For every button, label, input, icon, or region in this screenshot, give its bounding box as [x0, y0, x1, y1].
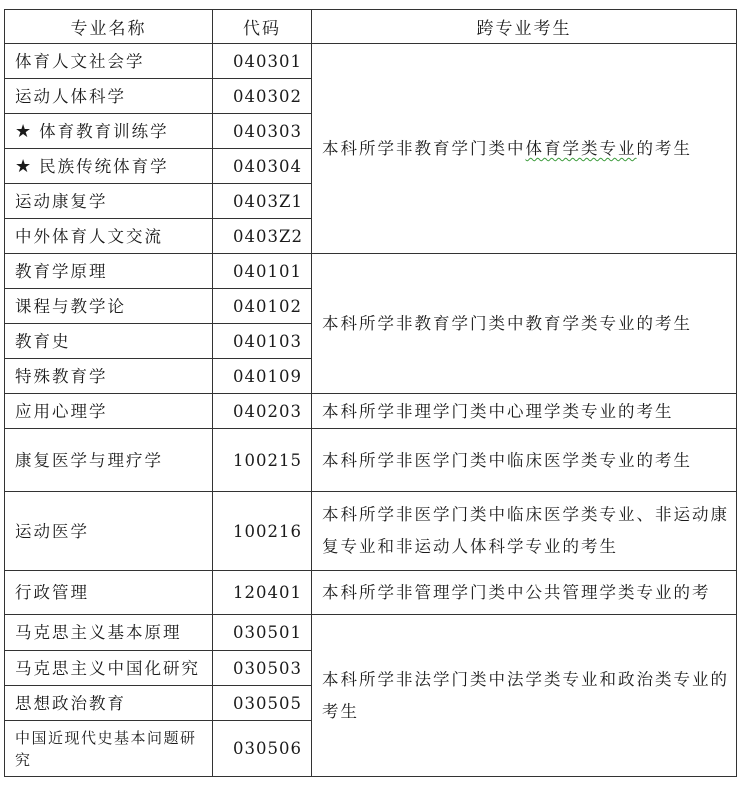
star-icon: ★ — [15, 120, 32, 142]
major-name-text: 体育教育训练学 — [39, 121, 169, 141]
table-row — [5, 429, 737, 492]
table-row — [5, 254, 737, 289]
major-code: 040103 — [213, 324, 312, 359]
requirement-education: 本科所学非教育学门类中教育学类专业的考生 — [312, 254, 737, 394]
major-name: 康复医学与理疗学 — [5, 429, 213, 492]
header-code: 代码 — [213, 10, 312, 44]
requirement-admin: 本科所学非管理学门类中公共管理学类专业的考 — [312, 571, 737, 615]
major-code: 040101 — [213, 254, 312, 289]
table-header-row — [5, 10, 737, 44]
requirement-rehab: 本科所学非医学门类中临床医学类专业的考生 — [312, 429, 737, 492]
table-row — [5, 492, 737, 571]
major-name-starred — [5, 149, 213, 184]
major-name-starred — [5, 114, 213, 149]
cross-major-table — [4, 9, 737, 777]
major-code: 040302 — [213, 79, 312, 114]
major-name: 教育学原理 — [5, 254, 213, 289]
major-code: 0403Z2 — [213, 219, 312, 254]
table-row — [5, 394, 737, 429]
star-icon: ★ — [15, 155, 32, 177]
major-name: 课程与教学论 — [5, 289, 213, 324]
major-name: 应用心理学 — [5, 394, 213, 429]
major-name: 思想政治教育 — [5, 686, 213, 721]
major-code: 100216 — [213, 492, 312, 571]
requirement-sports-medicine: 本科所学非医学门类中临床医学类专业、非运动康复专业和非运动人体科学专业的考生 — [312, 492, 737, 571]
major-name: 运动人体科学 — [5, 79, 213, 114]
major-code: 030506 — [213, 721, 312, 777]
major-name: 运动医学 — [5, 492, 213, 571]
major-name: 体育人文社会学 — [5, 44, 213, 79]
major-code: 040203 — [213, 394, 312, 429]
table-row — [5, 571, 737, 615]
major-name: 马克思主义中国化研究 — [5, 651, 213, 686]
major-code: 040102 — [213, 289, 312, 324]
major-code: 120401 — [213, 571, 312, 615]
table-row — [5, 615, 737, 651]
requirement-marxism: 本科所学非法学门类中法学类专业和政治类专业的考生 — [312, 615, 737, 777]
requirement-text: 本科所学非教育学门类中 — [322, 139, 526, 158]
major-name: 运动康复学 — [5, 184, 213, 219]
requirement-psychology: 本科所学非理学门类中心理学类专业的考生 — [312, 394, 737, 429]
requirement-text: 的考生 — [636, 139, 692, 158]
major-code: 030501 — [213, 615, 312, 651]
major-code: 040301 — [213, 44, 312, 79]
major-code: 100215 — [213, 429, 312, 492]
major-name-text: 民族传统体育学 — [39, 156, 169, 176]
major-name: 行政管理 — [5, 571, 213, 615]
major-code: 040304 — [213, 149, 312, 184]
major-code: 0403Z1 — [213, 184, 312, 219]
major-name: 中国近现代史基本问题研究 — [5, 721, 213, 777]
requirement-sports — [312, 44, 737, 254]
header-major-name: 专业名称 — [5, 10, 213, 44]
major-code: 040109 — [213, 359, 312, 394]
major-code: 040303 — [213, 114, 312, 149]
major-name: 中外体育人文交流 — [5, 219, 213, 254]
major-code: 030503 — [213, 651, 312, 686]
major-name: 特殊教育学 — [5, 359, 213, 394]
major-name: 教育史 — [5, 324, 213, 359]
spellcheck-underlined-text: 体育学类专业 — [525, 139, 637, 158]
major-name: 马克思主义基本原理 — [5, 615, 213, 651]
header-cross-major: 跨专业考生 — [312, 10, 737, 44]
major-code: 030505 — [213, 686, 312, 721]
table-row — [5, 44, 737, 79]
